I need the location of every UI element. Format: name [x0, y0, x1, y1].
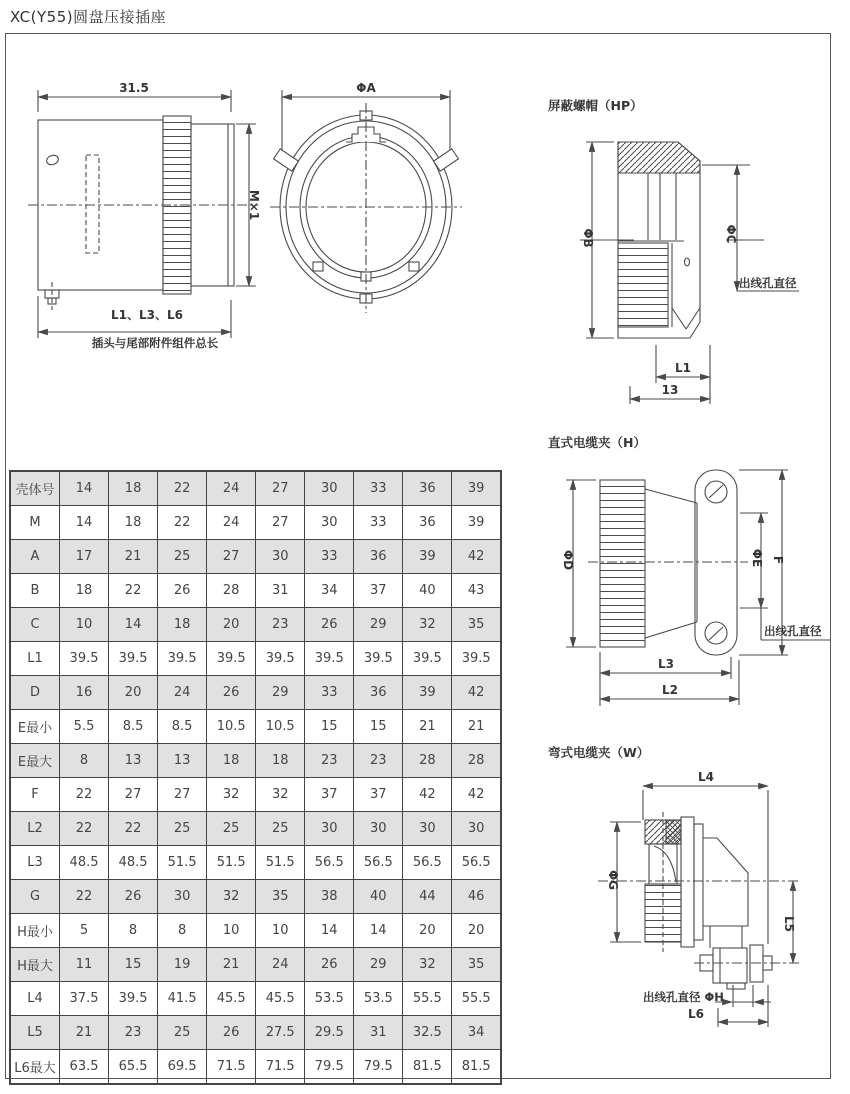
table-cell: 14 [305, 914, 354, 948]
table-cell: 8.5 [158, 710, 207, 744]
table-cell: 39.5 [403, 642, 452, 676]
table-cell: 63.5 [60, 1050, 109, 1085]
h-knurl [600, 480, 645, 647]
row-label: C [10, 608, 60, 642]
body-hole [45, 154, 59, 167]
dim-label-f: F [771, 555, 785, 565]
table-cell: 29.5 [305, 1016, 354, 1050]
table-cell: 35 [256, 880, 305, 914]
row-label: D [10, 676, 60, 710]
table-cell: 27 [158, 778, 207, 812]
table-cell: 56.5 [403, 846, 452, 880]
table-cell: 36 [354, 676, 403, 710]
table-cell: 19 [158, 948, 207, 982]
w-flange-plate [681, 817, 694, 947]
hp-title: 屏蔽螺帽（HP） [548, 98, 643, 113]
table-cell: 25 [256, 812, 305, 846]
table-cell: 5.5 [60, 710, 109, 744]
w-wire-hole-label: 出线孔直径 ΦH [643, 990, 724, 1004]
table-cell: 23 [305, 744, 354, 778]
table-cell: 28 [207, 574, 256, 608]
table-cell: 21 [109, 540, 158, 574]
table-cell: 40 [354, 880, 403, 914]
table-row [10, 540, 501, 574]
w-elbow-housing [703, 838, 748, 926]
table-row [10, 778, 501, 812]
table-cell: 22 [158, 471, 207, 506]
table-cell: 17 [60, 540, 109, 574]
table-cell: 14 [109, 608, 158, 642]
table-cell: 26 [158, 574, 207, 608]
table-cell: 25 [158, 812, 207, 846]
table-cell: 20 [403, 914, 452, 948]
row-label: M [10, 506, 60, 540]
table-cell: 30 [256, 540, 305, 574]
table-cell: 34 [452, 1016, 501, 1050]
dim-label-dia-c: ΦC [724, 224, 738, 244]
table-cell: 42 [403, 778, 452, 812]
table-cell: 13 [158, 744, 207, 778]
row-label: B [10, 574, 60, 608]
table-row [10, 812, 501, 846]
table-cell: 29 [354, 608, 403, 642]
table-row [10, 846, 501, 880]
table-cell: 37.5 [60, 982, 109, 1016]
table-cell: 42 [452, 778, 501, 812]
dim-label-hp-13: 13 [661, 383, 679, 397]
table-cell: 27 [256, 506, 305, 540]
row-label: L1 [10, 642, 60, 676]
table-cell: 26 [207, 1016, 256, 1050]
table-cell: 25 [207, 812, 256, 846]
row-label: H最大 [10, 948, 60, 982]
table-cell: 30 [354, 812, 403, 846]
table-cell: 39.5 [109, 982, 158, 1016]
dim-label-dia-b: ΦB [581, 228, 595, 248]
table-cell: 39.5 [207, 642, 256, 676]
table-cell: 28 [403, 744, 452, 778]
table-cell: 14 [60, 506, 109, 540]
table-cell: 26 [109, 880, 158, 914]
table-cell: 71.5 [207, 1050, 256, 1085]
row-label: H最小 [10, 914, 60, 948]
table-cell: 31 [354, 1016, 403, 1050]
dim-label-h-l2: L2 [662, 683, 678, 697]
table-cell: 29 [354, 948, 403, 982]
table-row [10, 710, 501, 744]
table-cell: 39 [452, 506, 501, 540]
table-cell: 28 [452, 744, 501, 778]
side-view-caption: 插头与尾部附件组件总长 [91, 336, 219, 350]
table-cell: 8 [158, 914, 207, 948]
table-cell: 32 [207, 880, 256, 914]
hidden-slot [86, 155, 99, 253]
h-drawing [548, 435, 830, 706]
table-cell: 18 [109, 471, 158, 506]
table-cell: 79.5 [305, 1050, 354, 1085]
table-cell: 23 [256, 608, 305, 642]
table-cell: 23 [109, 1016, 158, 1050]
table-cell: 39.5 [158, 642, 207, 676]
table-cell: 33 [354, 506, 403, 540]
table-cell: 51.5 [256, 846, 305, 880]
dim-label-hp-l1: L1 [675, 361, 691, 375]
table-cell: 39 [403, 676, 452, 710]
dim-label-dia-d: ΦD [561, 549, 575, 571]
table-cell: 29 [256, 676, 305, 710]
table-cell: 48.5 [109, 846, 158, 880]
table-cell: 25 [158, 1016, 207, 1050]
table-cell: 20 [452, 914, 501, 948]
table-row [10, 914, 501, 948]
table-cell: 34 [305, 574, 354, 608]
table-cell: 37 [354, 574, 403, 608]
row-label: F [10, 778, 60, 812]
table-cell: 46 [452, 880, 501, 914]
table-row [10, 948, 501, 982]
row-label: E最大 [10, 744, 60, 778]
table-cell: 10.5 [207, 710, 256, 744]
table-cell: 16 [60, 676, 109, 710]
table-cell: 45.5 [207, 982, 256, 1016]
row-label: G [10, 880, 60, 914]
table-cell: 55.5 [452, 982, 501, 1016]
table-cell: 22 [60, 778, 109, 812]
table-cell: 15 [109, 948, 158, 982]
dim-label-thread: M×1 [247, 189, 261, 221]
table-cell: 42 [452, 540, 501, 574]
table-cell: 21 [60, 1016, 109, 1050]
table-cell: 71.5 [256, 1050, 305, 1085]
table-cell: 11 [60, 948, 109, 982]
table-cell: 27 [207, 540, 256, 574]
table-cell: 55.5 [403, 982, 452, 1016]
table-cell: 26 [305, 608, 354, 642]
table-cell: 39 [403, 540, 452, 574]
table-row [10, 676, 501, 710]
table-cell: 32 [256, 778, 305, 812]
table-cell: 37 [305, 778, 354, 812]
table-cell: 8 [60, 744, 109, 778]
table-cell: 14 [60, 471, 109, 506]
table-cell: 36 [354, 540, 403, 574]
table-cell: 22 [60, 812, 109, 846]
row-label: A [10, 540, 60, 574]
row-label: 壳体号 [10, 471, 60, 506]
w-title: 弯式电缆夹（W） [548, 745, 650, 760]
table-cell: 81.5 [403, 1050, 452, 1085]
table-cell: 27 [256, 471, 305, 506]
table-cell: 21 [403, 710, 452, 744]
table-cell: 45.5 [256, 982, 305, 1016]
table-row [10, 1050, 501, 1085]
dim-label-w-l4: L4 [698, 770, 714, 784]
table-row [10, 1016, 501, 1050]
table-cell: 18 [158, 608, 207, 642]
table-cell: 32 [403, 608, 452, 642]
table-cell: 51.5 [207, 846, 256, 880]
h-title: 直式电缆夹（H） [548, 435, 646, 450]
table-cell: 26 [207, 676, 256, 710]
table-cell: 30 [403, 812, 452, 846]
table-cell: 79.5 [354, 1050, 403, 1085]
row-label: L5 [10, 1016, 60, 1050]
table-cell: 39.5 [354, 642, 403, 676]
table-cell: 65.5 [109, 1050, 158, 1085]
front-view-drawing [270, 81, 462, 313]
table-cell: 48.5 [60, 846, 109, 880]
table-cell: 23 [354, 744, 403, 778]
row-label: L2 [10, 812, 60, 846]
table-cell: 35 [452, 948, 501, 982]
table-cell: 22 [60, 880, 109, 914]
w-cable-curve [654, 846, 676, 882]
hp-wire-hole-label: 出线孔直径 [739, 276, 797, 290]
dim-label-total-length: L1、L3、L6 [111, 308, 183, 322]
hp-knurl [618, 243, 668, 327]
table-cell: 43 [452, 574, 501, 608]
w-clamp-body [713, 948, 747, 983]
dim-label-dia-a: ΦA [356, 81, 376, 95]
table-cell: 30 [158, 880, 207, 914]
table-cell: 38 [305, 880, 354, 914]
spec-table-body [10, 471, 501, 1084]
table-cell: 33 [305, 676, 354, 710]
table-row [10, 744, 501, 778]
table-cell: 15 [305, 710, 354, 744]
table-cell: 53.5 [354, 982, 403, 1016]
table-cell: 20 [109, 676, 158, 710]
table-cell: 37 [354, 778, 403, 812]
table-cell: 69.5 [158, 1050, 207, 1085]
table-cell: 22 [109, 574, 158, 608]
table-cell: 39.5 [305, 642, 354, 676]
table-cell: 18 [109, 506, 158, 540]
table-cell: 56.5 [354, 846, 403, 880]
dim-label-h-l3: L3 [658, 657, 674, 671]
table-cell: 18 [256, 744, 305, 778]
table-cell: 22 [109, 812, 158, 846]
table-row [10, 471, 501, 506]
dim-label-w-l6: L6 [688, 1007, 704, 1021]
table-cell: 10 [207, 914, 256, 948]
h-wire-hole-label: 出线孔直径 [764, 624, 822, 638]
table-cell: 32 [207, 778, 256, 812]
table-cell: 56.5 [452, 846, 501, 880]
table-cell: 27 [109, 778, 158, 812]
hp-drawing [548, 98, 799, 404]
table-cell: 81.5 [452, 1050, 501, 1085]
table-cell: 40 [403, 574, 452, 608]
table-cell: 56.5 [305, 846, 354, 880]
row-label: L3 [10, 846, 60, 880]
table-cell: 36 [403, 471, 452, 506]
table-cell: 31 [256, 574, 305, 608]
table-row [10, 982, 501, 1016]
dim-label-w-l5: L5 [782, 916, 796, 932]
table-cell: 8 [109, 914, 158, 948]
table-cell: 10.5 [256, 710, 305, 744]
table-cell: 14 [354, 914, 403, 948]
table-cell: 30 [452, 812, 501, 846]
table-cell: 8.5 [109, 710, 158, 744]
table-cell: 13 [109, 744, 158, 778]
table-cell: 20 [207, 608, 256, 642]
table-cell: 26 [305, 948, 354, 982]
dim-label-31-5: 31.5 [119, 81, 149, 95]
table-cell: 53.5 [305, 982, 354, 1016]
spec-table [9, 470, 502, 1085]
dim-label-dia-g: ΦG [606, 869, 620, 891]
table-cell: 32 [403, 948, 452, 982]
row-label: L4 [10, 982, 60, 1016]
table-cell: 10 [60, 608, 109, 642]
table-row [10, 642, 501, 676]
table-cell: 39.5 [109, 642, 158, 676]
table-cell: 30 [305, 812, 354, 846]
table-cell: 5 [60, 914, 109, 948]
table-cell: 30 [305, 506, 354, 540]
table-cell: 24 [207, 471, 256, 506]
table-cell: 42 [452, 676, 501, 710]
table-cell: 44 [403, 880, 452, 914]
table-cell: 18 [207, 744, 256, 778]
table-cell: 24 [207, 506, 256, 540]
table-cell: 32.5 [403, 1016, 452, 1050]
table-cell: 30 [305, 471, 354, 506]
table-cell: 22 [158, 506, 207, 540]
dim-label-dia-e: ΦE [750, 548, 764, 568]
table-cell: 18 [60, 574, 109, 608]
table-cell: 10 [256, 914, 305, 948]
table-cell: 39.5 [452, 642, 501, 676]
row-label: L6最大 [10, 1050, 60, 1085]
hp-hatch-band [618, 142, 700, 173]
table-cell: 39.5 [256, 642, 305, 676]
table-row [10, 574, 501, 608]
hp-wire-hole [685, 258, 690, 266]
table-cell: 15 [354, 710, 403, 744]
table-cell: 35 [452, 608, 501, 642]
table-cell: 51.5 [158, 846, 207, 880]
table-cell: 33 [305, 540, 354, 574]
row-label: E最小 [10, 710, 60, 744]
table-cell: 41.5 [158, 982, 207, 1016]
w-drawing [548, 745, 800, 1027]
table-cell: 21 [207, 948, 256, 982]
side-view-drawing [28, 81, 261, 350]
table-cell: 27.5 [256, 1016, 305, 1050]
page-title: XC(Y55)圆盘压接插座 [10, 8, 167, 26]
table-cell: 24 [256, 948, 305, 982]
table-cell: 25 [158, 540, 207, 574]
table-cell: 39.5 [60, 642, 109, 676]
table-row [10, 608, 501, 642]
table-cell: 36 [403, 506, 452, 540]
table-cell: 24 [158, 676, 207, 710]
table-cell: 39 [452, 471, 501, 506]
table-cell: 33 [354, 471, 403, 506]
table-row [10, 880, 501, 914]
table-cell: 21 [452, 710, 501, 744]
table-row [10, 506, 501, 540]
